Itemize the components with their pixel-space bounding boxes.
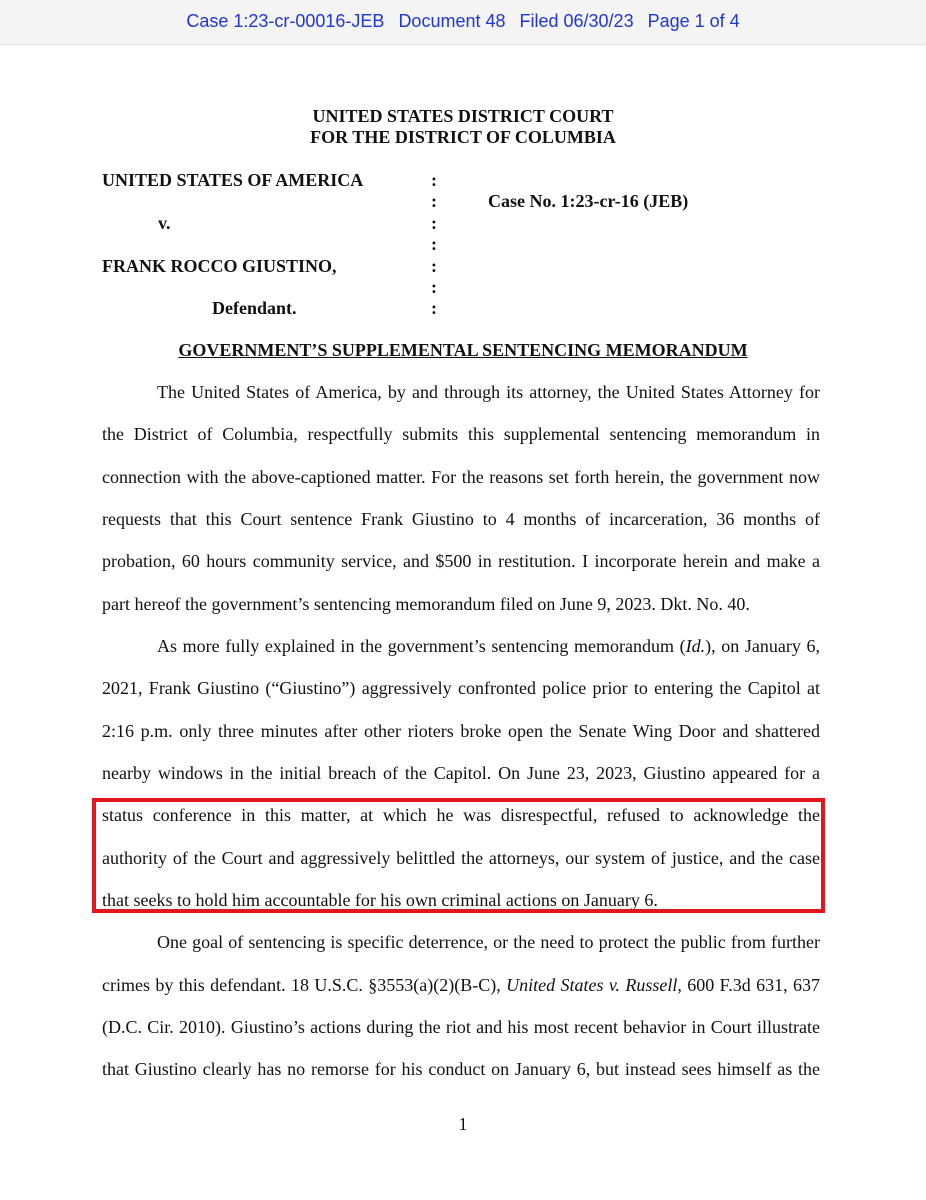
text-segment: As more fully explained in the government’s sentencing memorandum (: [157, 636, 686, 656]
body-line: part hereof the government’s sentencing memorandum filed on June 9, 2023. Dkt. No. 40.: [102, 594, 750, 614]
memorandum-title: GOVERNMENT’S SUPPLEMENTAL SENTENCING MEMORANDUM: [178, 340, 748, 360]
highlighted-body-line: that seeks to hold him accountable for his own criminal actions on January 6.: [102, 890, 658, 910]
text-segment: crimes by this defendant. 18 U.S.C. §3553(a)(2)(B-C),: [102, 975, 507, 995]
caption-colon: :: [431, 256, 437, 276]
caption-defendant-name: FRANK ROCCO GIUSTINO,: [102, 256, 337, 276]
body-line: [102, 974, 820, 996]
caption-colon: :: [431, 213, 437, 233]
body-line: the District of Columbia, respectfully submits this supplemental sentencing memorandum in: [102, 424, 820, 444]
red-highlight-box: [92, 798, 825, 913]
body-line: connection with the above-captioned matter. For the reasons set forth herein, the government now: [102, 467, 820, 487]
caption-colon: :: [431, 298, 437, 318]
text-segment: ), on January 6,: [705, 636, 820, 656]
body-line: requests that this Court sentence Frank Giustino to 4 months of incarceration, 36 months of: [102, 509, 820, 529]
ecf-header: [0, 11, 926, 32]
text-segment: , 600 F.3d 631, 637: [677, 975, 820, 995]
caption-versus: v.: [158, 213, 171, 233]
case-citation: United States v. Russell: [506, 975, 678, 995]
caption-colon: :: [431, 191, 437, 211]
highlighted-body-line: status conference in this matter, at which he was disrespectful, refused to acknowledge the: [102, 805, 820, 825]
page-count-header: Page 1 of 4: [647, 11, 740, 31]
citation-id: Id.: [685, 636, 706, 656]
body-line: nearby windows in the initial breach of the Capitol. On June 23, 2023, Giustino appeared for a: [102, 763, 820, 783]
document-number-header: Document 48: [398, 11, 506, 31]
caption-defendant-role: Defendant.: [212, 298, 297, 318]
caption-colon: :: [431, 277, 437, 297]
caption-colon: :: [431, 170, 437, 190]
body-line: 2:16 p.m. only three minutes after other rioters broke open the Senate Wing Door and shattered: [102, 721, 820, 741]
caption-plaintiff: UNITED STATES OF AMERICA: [102, 170, 364, 190]
court-name-line1: UNITED STATES DISTRICT COURT: [312, 106, 614, 126]
body-line: [157, 635, 820, 657]
body-line: that Giustino clearly has no remorse for his conduct on January 6, but instead sees himself as the: [102, 1059, 820, 1079]
body-line: The United States of America, by and through its attorney, the United States Attorney for: [157, 382, 820, 402]
page-number: 1: [458, 1114, 468, 1134]
body-line: 2021, Frank Giustino (“Giustino”) aggressively confronted police prior to entering the Capitol at: [102, 678, 820, 698]
court-name-line2: FOR THE DISTRICT OF COLUMBIA: [310, 127, 616, 147]
body-line: probation, 60 hours community service, and $500 in restitution. I incorporate herein and make a: [102, 551, 820, 571]
case-number: Case No. 1:23-cr-16 (JEB): [488, 191, 689, 211]
case-number-header: Case 1:23-cr-00016-JEB: [186, 11, 385, 31]
body-line: (D.C. Cir. 2010). Giustino’s actions during the riot and his most recent behavior in Court illustrate: [102, 1017, 820, 1037]
caption-colon: :: [431, 234, 437, 254]
filed-date-header: Filed 06/30/23: [519, 11, 634, 31]
highlighted-body-line: authority of the Court and aggressively belittled the attorneys, our system of justice, and the case: [102, 848, 820, 868]
body-line: One goal of sentencing is specific deterrence, or the need to protect the public from further: [157, 932, 820, 952]
